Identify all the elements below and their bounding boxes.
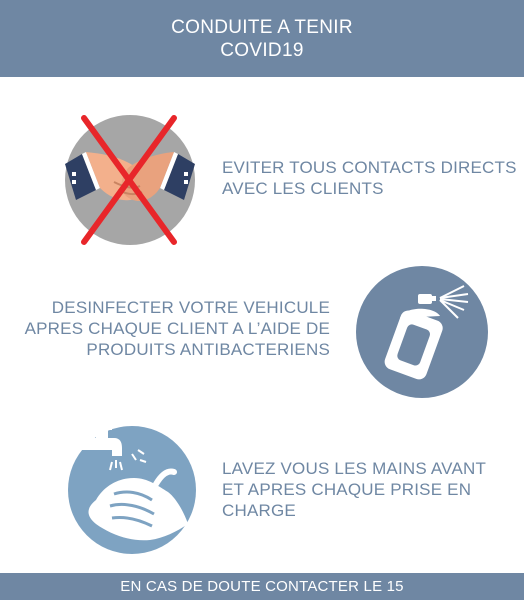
instruction-wash-hands [222,458,486,521]
footer-banner [0,573,524,600]
header-title-line1: CONDUITE A TENIR [171,16,353,38]
footer-text: EN CAS DE DOUTE CONTACTER LE 15 [120,578,404,595]
instruction-disinfect-vehicle [20,297,330,360]
instruction-line: ET APRES CHAQUE PRISE EN [222,480,472,499]
instruction-line: LAVEZ VOUS LES MAINS AVANT [222,459,487,478]
instruction-line: AVEC LES CLIENTS [222,179,384,198]
instruction-line: PRODUITS ANTIBACTERIENS [86,340,330,359]
disinfectant-spray-icon [352,262,492,402]
instruction-line: CHARGE [222,501,296,520]
no-handshake-icon [62,112,198,248]
instruction-line: EVITER TOUS CONTACTS DIRECTS [222,158,517,177]
hand-washing-icon [56,420,202,556]
instruction-avoid-contact [222,157,517,199]
instruction-line: DESINFECTER VOTRE VEHICULE [51,298,330,317]
instruction-line: APRES CHAQUE CLIENT A L’AIDE DE [24,319,330,338]
header-banner [0,0,524,77]
header-title-line2: COVID19 [220,39,304,61]
